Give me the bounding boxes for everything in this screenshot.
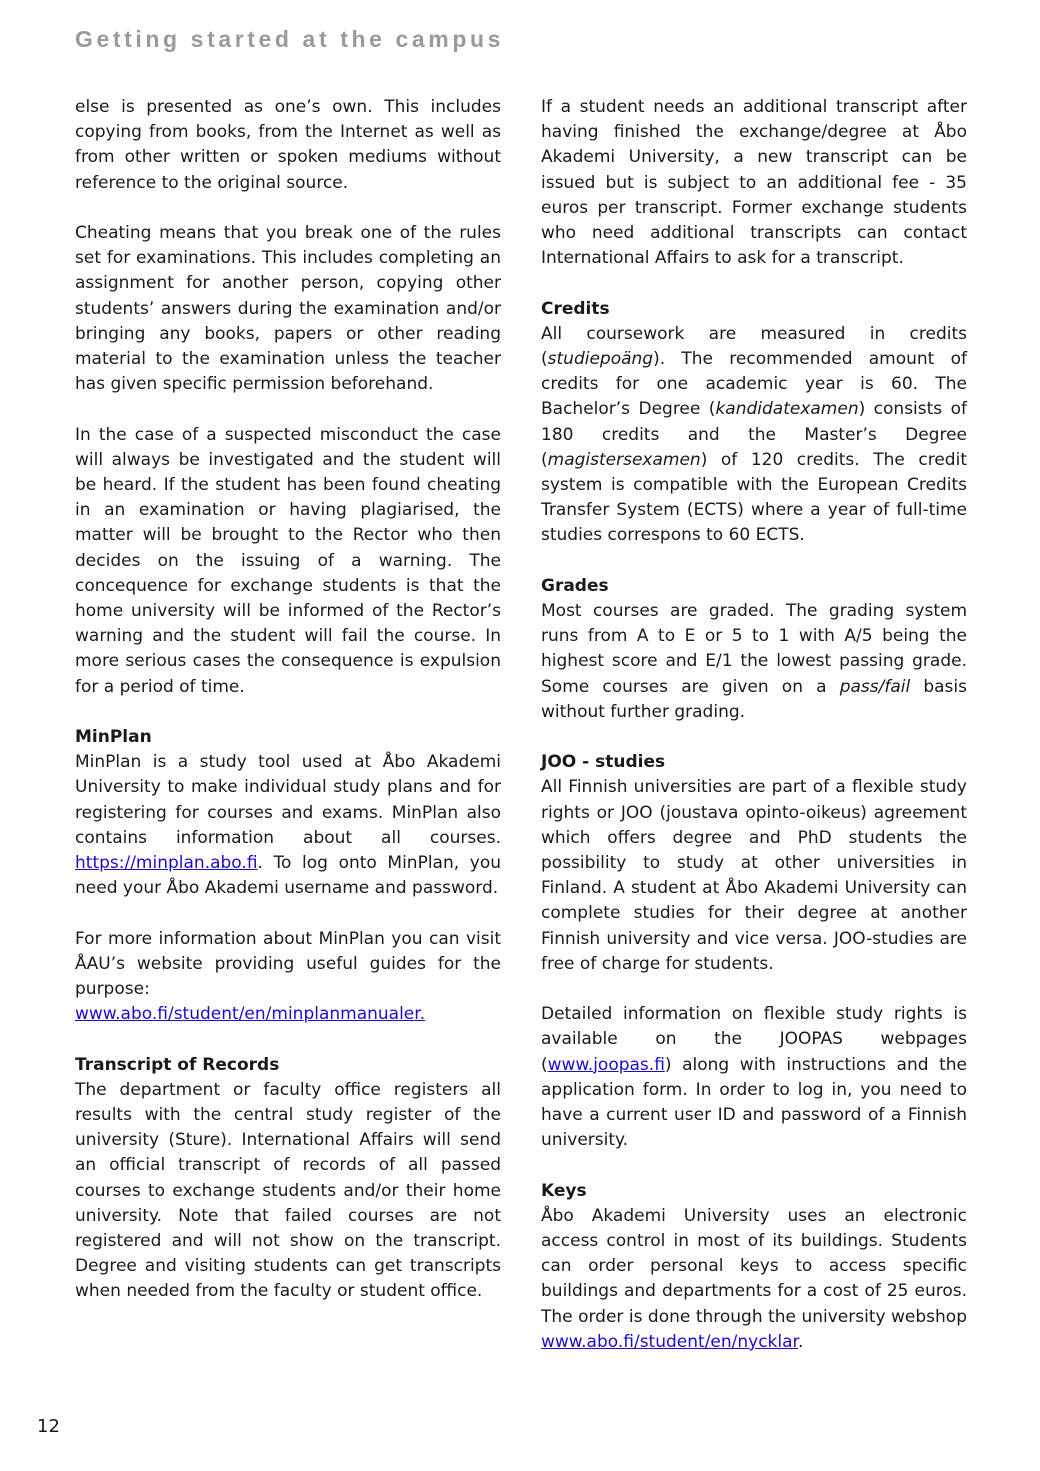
page-number: 12 [37, 1416, 60, 1437]
minplan-paragraph [75, 750, 501, 901]
minplan-text-2: . To log onto MinPlan, you need your Åbo Akademi username and password. [75, 853, 501, 899]
minplan-guides-text: For more information about MinPlan you can visit ÅAU’s website providing useful guides for the purpose: [75, 928, 501, 1000]
keys-text-1: Åbo Akademi University uses an electronic access control in most of its buildings. Students can order personal keys to access specific buildings and departments for a cost of 25 euros. The order is done through the university webshop [541, 1205, 967, 1327]
cheating-paragraph: Cheating means that you break one of the rules set for examinations. This includes completing an assignment for another person, copying other students’ answers during the examination and/or bringing any books, papers or other reading material to the examination unless the teacher has given specific permission beforehand. [75, 223, 501, 395]
keys-heading: Keys [541, 1180, 587, 1201]
grades-text-2: basis without further grading. [541, 676, 967, 722]
left-column [75, 95, 501, 1330]
joopas-text-1: Detailed information on flexible study rights is available on the JOOPAS webpages ( [541, 1004, 967, 1075]
grades-heading: Grades [541, 575, 609, 596]
credits-term-2: kandidatexamen [715, 399, 859, 420]
joopas-paragraph [541, 1002, 967, 1153]
keys-text-2: . [797, 1331, 804, 1352]
transcript-heading: Transcript of Records [75, 1054, 280, 1075]
joopas-link[interactable]: www.joopas.fi [547, 1054, 665, 1075]
transcript-paragraph: The department or faculty office registers all results with the central study register of the university (Sture). International Affairs will send an official transcript of records of all passed courses to exchange students and/or their home university. Note that failed courses are not registered and will not show on the transcript. Degree and visiting students can get transcripts when needed from the faculty or student office. [75, 1079, 501, 1302]
credits-text-2: ). The recommended amount of credits for one academic year is 60. The Bachelor’s Degree ( [541, 349, 967, 420]
minplan-link[interactable]: https://minplan.abo.fi [75, 853, 258, 874]
minplan-guides-paragraph [75, 927, 501, 1028]
nycklar-link[interactable]: www.abo.fi/student/en/nycklar [541, 1331, 798, 1352]
credits-text-3: ) consists of 180 credits and the Master’s Degree ( [541, 399, 967, 470]
joopas-text-2: ) along with instructions and the application form. In order to log in, you need to have a current user ID and password of a Finnish university. [541, 1054, 967, 1151]
grades-paragraph [541, 599, 967, 725]
joo-heading: JOO - studies [541, 752, 666, 773]
misconduct-paragraph: In the case of a suspected misconduct the case will always be investigated and the student will be heard. If the student has been found cheating in an examination or having plagiarised, the matter will be brought to the Rector who then decides on the issuing of a warning. The concequence for exchange students is that the home university will be informed of the Rector’s warning and the student will fail the course. In more serious cases the consequence is expulsion for a period of time. [75, 424, 501, 697]
right-column [541, 95, 967, 1380]
credits-text-4: ) of 120 credits. The credit system is compatible with the European Credits Transfer System (ECTS) where a year of full-time studies correspons to 60 ECTS. [541, 449, 967, 546]
grades-text-1: Most courses are graded. The grading system runs from A to E or 5 to 1 with A/5 being the highest score and E/1 the lowest passing grade. Some courses are given on a [541, 601, 967, 697]
joo-paragraph: All Finnish universities are part of a flexible study rights or JOO (joustava opinto-oikeus) agreement which offers degree and PhD students the possibility to study at other universities in Finland. A student at Åbo Akademi University can complete studies for their degree at another Finnish university and vice versa. JOO-studies are free of charge for students. [541, 777, 967, 974]
minplan-manual-link[interactable]: www.abo.fi/student/en/minplanmanualer. [75, 1004, 426, 1025]
page-header-title: Getting started at the campus [75, 26, 505, 52]
credits-paragraph [541, 322, 967, 549]
credits-heading: Credits [541, 298, 610, 319]
additional-transcript-paragraph: If a student needs an additional transcript after having finished the exchange/degree at Åbo Akademi University, a new transcript can be issued but is subject to an additional fee - 35 euros per transcript. Former exchange students who need additional transcripts can contact International Affairs to ask for a transcript. [541, 97, 967, 269]
grades-term: pass/fail [839, 676, 911, 697]
credits-term-3: magistersexamen [547, 449, 701, 470]
credits-term-1: studiepoäng [547, 349, 654, 370]
minplan-heading: MinPlan [75, 727, 152, 748]
keys-paragraph [541, 1204, 967, 1355]
plagiarism-paragraph: else is presented as one’s own. This includes copying from books, from the Internet as well as from other written or spoken mediums without reference to the original source. [75, 97, 501, 193]
minplan-text-1: MinPlan is a study tool used at Åbo Akademi University to make individual study plans and for registering for courses and exams. MinPlan also contains information about all courses. [75, 752, 501, 848]
credits-text-1: All coursework are measured in credits ( [541, 323, 967, 370]
